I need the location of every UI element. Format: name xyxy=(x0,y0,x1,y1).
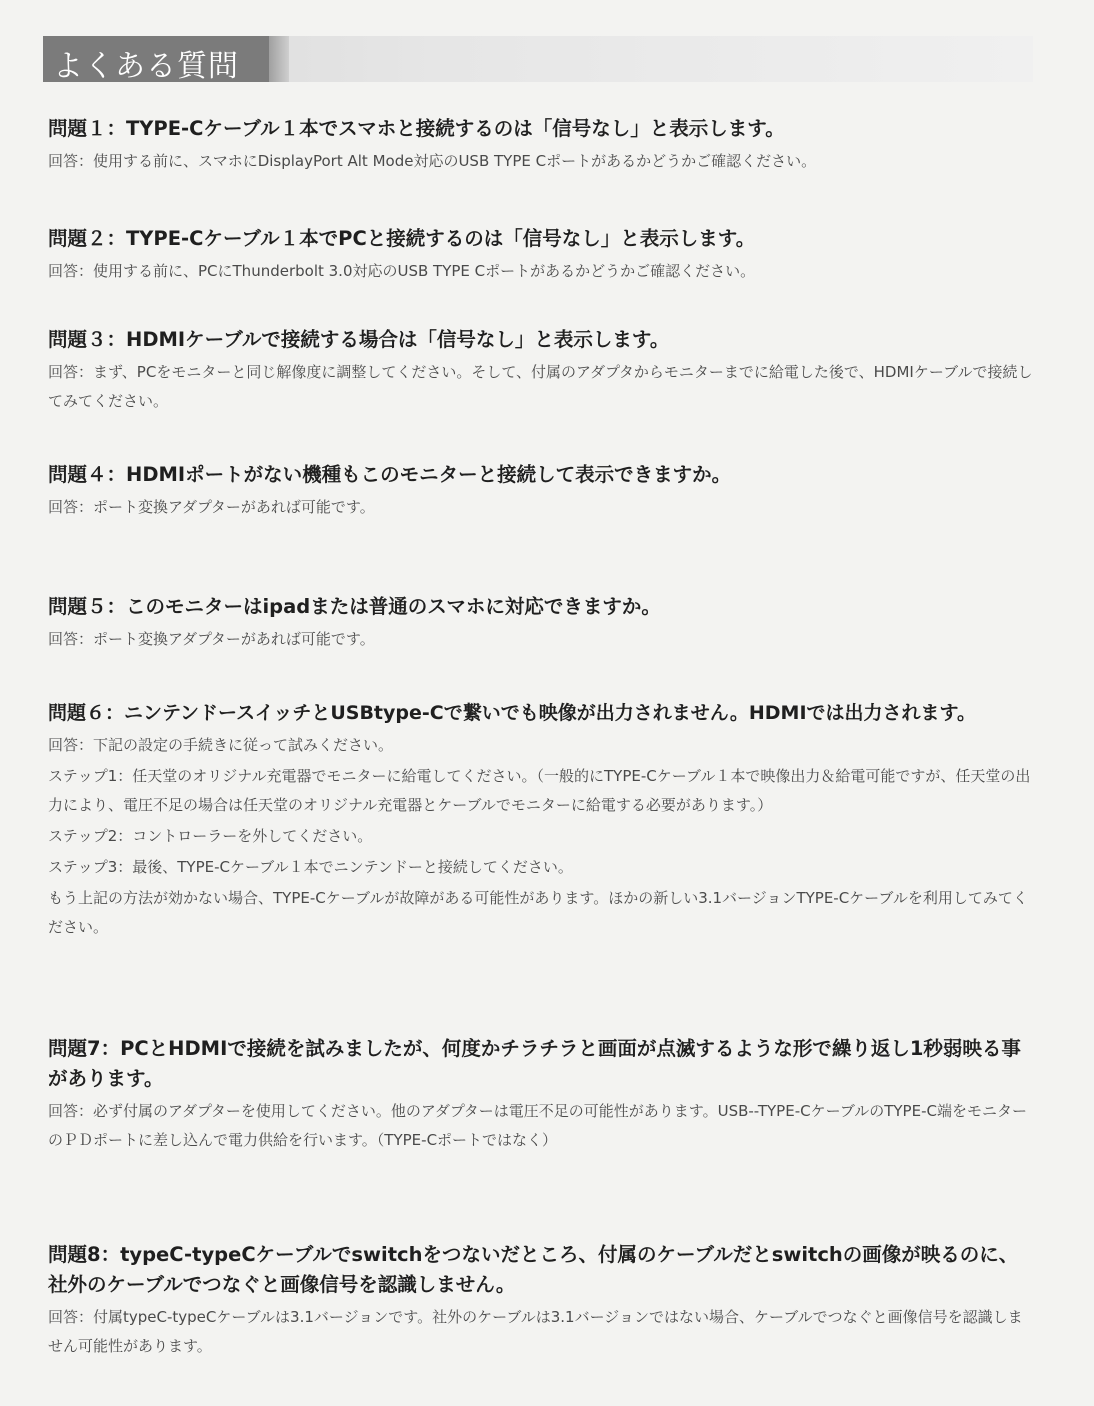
question-3: 問題３：HDMIケーブルで接続する場合は「信号なし」と表示します。 xyxy=(48,328,670,351)
answer-6-note: もう上記の方法が効かない場合、TYPE-Cケーブルが故障がある可能性があります。ほかの新しい3.1バージョンTYPE-Cケーブルを利用してみてください。 xyxy=(48,889,1028,936)
answer-7: 回答：必ず付属のアダプターを使用してください。他のアダプターは電圧不足の可能性があります。USB--TYPE-CケーブルのTYPE-C端をモニターのＰＤポートに差し込んで電力供給を行います。（TYPE-Cポートではなく） xyxy=(48,1102,1027,1149)
answer-8: 回答：付属typeC-typeCケーブルは3.1バージョンです。社外のケーブルは3.1バージョンではない場合、ケーブルでつなぐと画像信号を認識しません可能性があります。 xyxy=(48,1308,1023,1355)
answer-6-step-1: ステップ1：任天堂のオリジナル充電器でモニターに給電してください。（一般的にTYPE-Cケーブル１本で映像出力＆給電可能ですが、任天堂の出力により、電圧不足の場合は任天堂のオリジナル充電器とケーブルでモニターに給電する必要があります。） xyxy=(48,767,1031,814)
answer-4: 回答：ポート変換アダプターがあれば可能です。 xyxy=(48,498,375,516)
faq-item-8 xyxy=(48,1240,1048,1361)
question-6: 問題６：ニンテンドースイッチとUSBtype-Cで繋いでも映像が出力されません。HDMIでは出力されます。 xyxy=(48,702,976,724)
faq-item-3 xyxy=(48,325,1048,416)
section-header xyxy=(43,36,1033,82)
answer-6-intro: 回答：下記の設定の手続きに従って試みください。 xyxy=(48,736,394,754)
answer-6-step-3: ステップ3：最後、TYPE-Cケーブル１本でニンテンドーと接続してください。 xyxy=(48,858,573,876)
faq-item-4 xyxy=(48,460,1048,522)
section-title-box xyxy=(43,36,269,82)
answer-5: 回答：ポート変換アダプターがあれば可能です。 xyxy=(48,630,375,648)
faq-item-7 xyxy=(48,1034,1048,1155)
question-2: 問題２：TYPE-Cケーブル１本でPCと接続するのは「信号なし」と表示します。 xyxy=(48,227,756,250)
faq-item-5 xyxy=(48,592,1048,654)
question-5: 問題５：このモニターはipadまたは普通のスマホに対応できますか。 xyxy=(48,595,661,618)
faq-item-6 xyxy=(48,698,1048,942)
question-1: 問題１：TYPE-Cケーブル１本でスマホと接続するのは「信号なし」と表示します。 xyxy=(48,117,785,140)
question-7: 問題7：PCとHDMIで接続を試みましたが、何度かチラチラと画面が点滅するような形で繰り返し1秒弱映る事があります。 xyxy=(48,1037,1021,1090)
answer-6-step-2: ステップ2：コントローラーを外してください。 xyxy=(48,827,373,845)
section-title: よくある質問 xyxy=(53,49,239,84)
faq-item-1 xyxy=(48,114,1048,176)
answer-1: 回答：使用する前に、スマホにDisplayPort Alt Mode対応のUSB TYPE Cポートがあるかどうかご確認ください。 xyxy=(48,152,817,170)
faq-item-2 xyxy=(48,224,1048,286)
answer-3: 回答：まず、PCをモニターと同じ解像度に調整してください。そして、付属のアダプタからモニターまでに給電した後で、HDMIケーブルで接続してみてください。 xyxy=(48,363,1033,410)
question-4: 問題４：HDMIポートがない機種もこのモニターと接続して表示できますか。 xyxy=(48,463,732,486)
answer-2: 回答：使用する前に、PCにThunderbolt 3.0対応のUSB TYPE Cポートがあるかどうかご確認ください。 xyxy=(48,262,756,280)
question-8: 問題8：typeC-typeCケーブルでswitchをつないだところ、付属のケーブルだとswitchの画像が映るのに、社外のケーブルでつなぐと画像信号を認識しません。 xyxy=(48,1243,1019,1296)
